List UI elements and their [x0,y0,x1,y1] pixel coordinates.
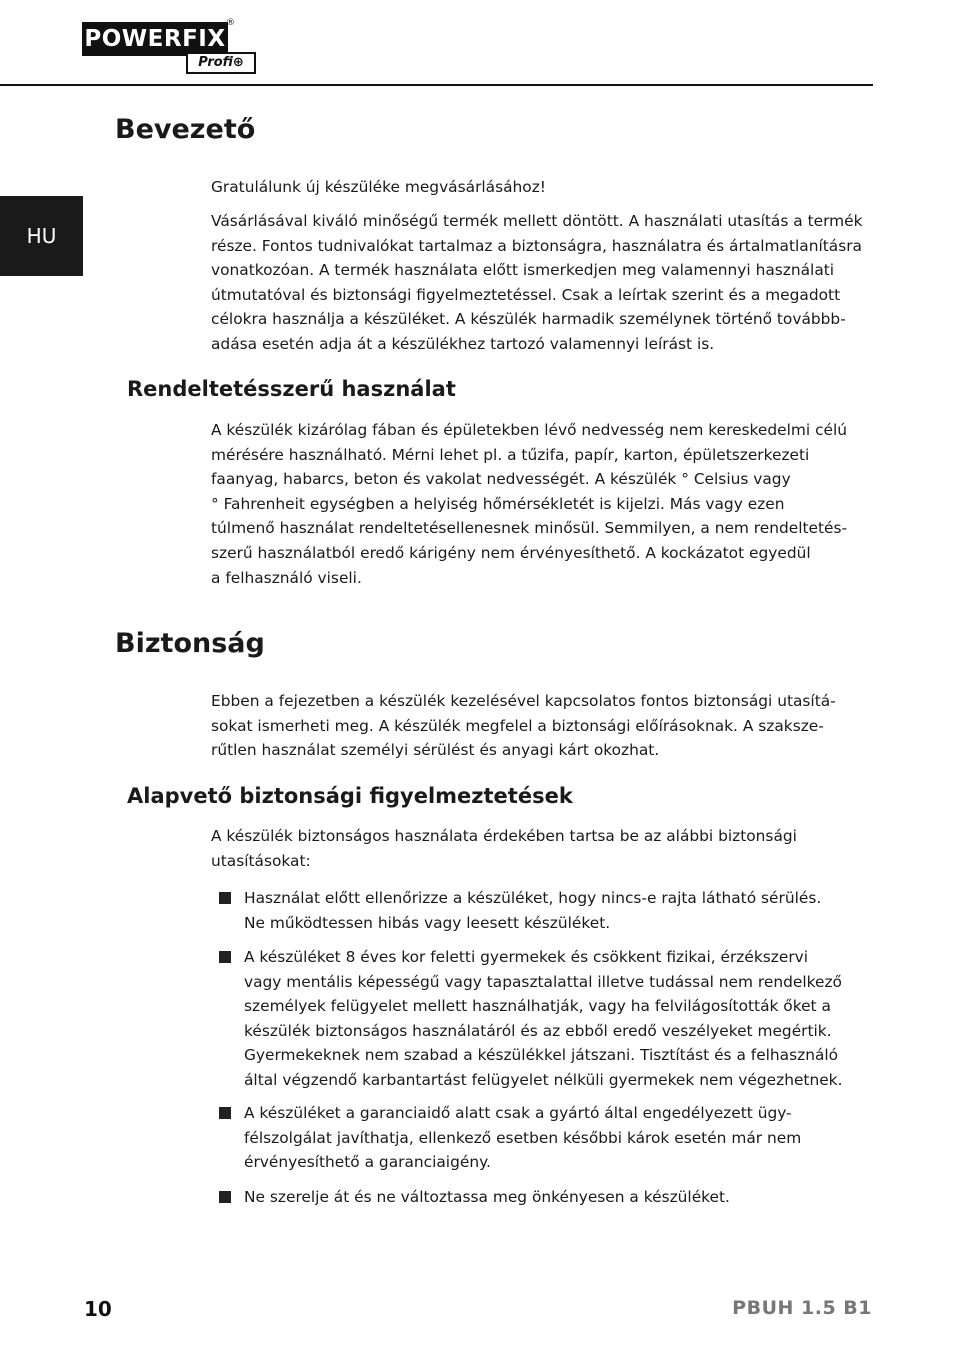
text-line: vonatkozóan. A termék használata előtt ismerkedjen meg valamennyi használati [211,261,835,280]
square-bullet-icon [219,951,231,963]
list-item-text [244,1101,801,1175]
text-line: Gratulálunk új készüléke megvásárlásához! [211,178,546,196]
intended-use-heading: Rendeltetésszerű használat [127,377,456,401]
text-line: Gyermekeknek nem szabad a készülékkel játszani. Tisztítást és a felhasználó [244,1046,839,1065]
text-line: vagy mentális képességű vagy tapasztalattal illetve tudással nem rendelkező [244,972,842,991]
page-number: 10 [84,1297,112,1321]
text-line: Ne szerelje át és ne változtassa meg önkényesen a készüléket. [244,1188,730,1206]
text-line: rűtlen használat személyi sérülést és anyagi kárt okozhat. [211,741,660,760]
logo-sub-badge: Profi⊕ [186,52,256,74]
safety-paragraph [211,689,851,763]
basic-safety-paragraph [211,824,851,873]
language-tab: HU [0,196,83,276]
list-item-text [244,886,821,935]
text-line: adása esetén adja át a készülékhez tartozó valamennyi leírást is. [211,334,715,353]
text-line: A készüléket 8 éves kor feletti gyermekek és csökkent fizikai, érzékszervi [244,948,809,966]
text-line: célokra használja a készüléket. A készülék harmadik személynek történő továbbb- [211,310,846,329]
logo-registered-mark: ® [226,18,235,28]
text-line: a felhasználó viseli. [211,568,362,587]
text-line: személyek felügyelet mellett használhatják, vagy ha felvilágosították őket a [244,997,831,1016]
text-line: A készülék biztonságos használata érdekében tartsa be az alábbi biztonsági [211,827,797,845]
text-line: sokat ismerheti meg. A készülék megfelel a biztonsági előírásoknak. A szaksze- [211,716,824,735]
square-bullet-icon [219,1107,231,1119]
header-rule [0,84,873,86]
text-line: szerű használatból eredő kárigény nem érvényesíthető. A kockázatot egyedül [211,543,811,562]
text-line: túlmenő használat rendeltetésellenesnek minősül. Semmilyen, a nem rendeltetés- [211,519,848,538]
intro-paragraph-1 [211,175,851,200]
brand-logo [82,18,256,74]
list-item-text [244,945,843,1093]
text-line: A készülék kizárólag fában és épületekben lévő nedvesség nem kereskedelmi célú [211,421,848,439]
text-line: mérésére használható. Mérni lehet pl. a tűzifa, papír, karton, épületszerkezeti [211,445,810,464]
list-item-text [244,1185,730,1210]
text-line: utasításokat: [211,851,311,870]
text-line: Ebben a fejezetben a készülék kezelésével kapcsolatos fontos biztonsági utasítá- [211,692,836,710]
square-bullet-icon [219,1191,231,1203]
text-line: Használat előtt ellenőrizze a készüléket, hogy nincs-e rajta látható sérülés. [244,889,822,907]
square-bullet-icon [219,892,231,904]
text-line: része. Fontos tudnivalókat tartalmaz a biztonságra, használatra és ártalmatlanításra [211,236,862,255]
intro-heading: Bevezető [115,114,256,145]
model-number: PBUH 1.5 B1 [732,1297,872,1319]
logo-wordmark: POWERFIX [82,22,228,56]
intended-use-paragraph [211,418,851,590]
intro-paragraph-2 [211,209,863,357]
text-line: A készüléket a garanciaidő alatt csak a gyártó által engedélyezett ügy- [244,1104,792,1122]
text-line: Ne működtessen hibás vagy leesett készüléket. [244,913,611,932]
text-line: által végzendő karbantartást felügyelet nélküli gyermekek nem végezhetnek. [244,1070,843,1089]
text-line: érvényesíthető a garanciaigény. [244,1153,491,1172]
text-line: ° Fahrenheit egységben a helyiség hőmérsékletét is kijelzi. Más vagy ezen [211,494,785,513]
text-line: készülék biztonságos használatáról és az ebből eredő veszélyeket megértik. [244,1021,832,1040]
text-line: útmutatóval és biztonsági figyelmeztetéssel. Csak a leírtak szerint és a megadott [211,285,841,304]
text-line: faanyag, habarcs, beton és vakolat nedvességét. A készülék ° Celsius vagy [211,470,791,489]
basic-safety-heading: Alapvető biztonsági figyelmeztetések [127,784,573,808]
text-line: Vásárlásával kiváló minőségű termék mellett döntött. A használati utasítás a termék [211,212,863,230]
text-line: félszolgálat javíthatja, ellenkező esetben későbbi károk esetén már nem [244,1128,802,1147]
safety-heading: Biztonság [115,628,265,659]
